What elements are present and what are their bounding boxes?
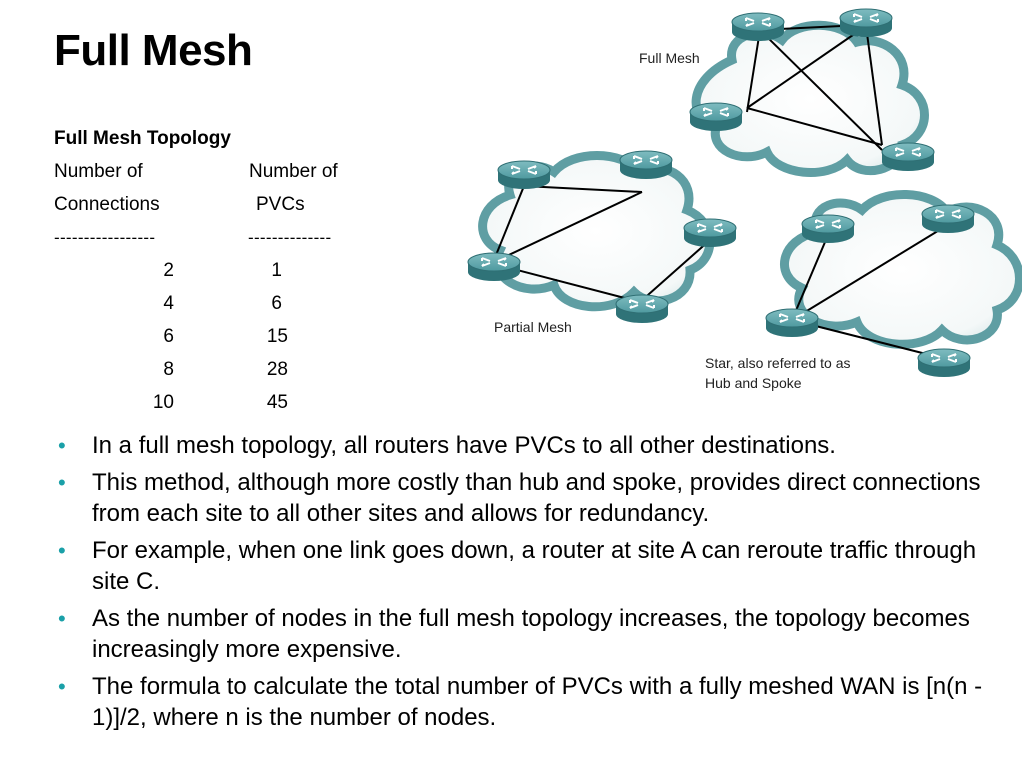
router-icon — [498, 161, 550, 189]
row-connections: 6 — [163, 326, 174, 347]
topology-diagram — [462, 0, 1022, 410]
bullet-text: This method, although more costly than hub and spoke, provides direct connections from each site to all other sites and allows for redundancy. — [92, 469, 981, 527]
col1-header-line1: Number of — [54, 161, 143, 182]
table-heading: Full Mesh Topology — [54, 128, 231, 149]
bullet-dot-icon: • — [58, 606, 66, 631]
col2-header-line2: PVCs — [256, 194, 305, 215]
bullet-item — [52, 535, 1002, 597]
full-mesh-caption: Full Mesh — [639, 50, 700, 66]
bullet-dot-icon: • — [58, 433, 66, 458]
bullet-item — [52, 603, 1002, 665]
row-connections: 8 — [163, 359, 174, 380]
bullet-list — [52, 430, 1002, 739]
bullet-text: In a full mesh topology, all routers have PVCs to all other destinations. — [92, 432, 836, 459]
router-icon — [802, 215, 854, 243]
col1-header-line2: Connections — [54, 194, 160, 215]
col2-dashes: -------------- — [248, 228, 332, 247]
col1-dashes: ----------------- — [54, 228, 156, 247]
bullet-dot-icon: • — [58, 470, 66, 495]
star-caption-line2: Hub and Spoke — [705, 375, 802, 391]
bullet-item — [52, 430, 1002, 461]
bullet-text: For example, when one link goes down, a router at site A can reroute traffic through site C. — [92, 537, 977, 595]
router-icon — [616, 295, 668, 323]
router-icon — [882, 143, 934, 171]
router-icon — [468, 253, 520, 281]
full-mesh-cloud — [690, 9, 934, 172]
router-icon — [684, 219, 736, 247]
bullet-text: The formula to calculate the total number of PVCs with a fully meshed WAN is [n(n - 1)]/2, where n is the number of nodes. — [92, 673, 983, 731]
bullet-text: As the number of nodes in the full mesh topology increases, the topology becomes increasingly more expensive. — [92, 605, 970, 663]
col2-header-line1: Number of — [249, 161, 338, 182]
router-icon — [690, 103, 742, 131]
router-icon — [620, 151, 672, 179]
bullet-item — [52, 467, 1002, 529]
row-connections: 4 — [163, 293, 174, 314]
router-icon — [922, 205, 974, 233]
row-pvcs: 1 — [271, 260, 282, 281]
star-caption-line1: Star, also referred to as — [705, 355, 851, 371]
row-connections: 10 — [152, 392, 174, 413]
router-icon — [766, 309, 818, 337]
row-pvcs: 15 — [266, 326, 288, 347]
router-icon — [918, 349, 970, 377]
slide-title: Full Mesh — [54, 26, 253, 75]
row-pvcs: 28 — [266, 359, 288, 380]
bullet-dot-icon: • — [58, 674, 66, 699]
partial-mesh-caption: Partial Mesh — [494, 319, 572, 335]
row-pvcs: 6 — [271, 293, 282, 314]
bullet-dot-icon: • — [58, 538, 66, 563]
row-connections: 2 — [163, 260, 174, 281]
star-cloud — [766, 194, 1020, 377]
partial-mesh-cloud — [468, 151, 736, 323]
router-icon — [732, 13, 784, 41]
router-icon — [840, 9, 892, 37]
row-pvcs: 45 — [266, 392, 288, 413]
bullet-item — [52, 671, 1002, 733]
